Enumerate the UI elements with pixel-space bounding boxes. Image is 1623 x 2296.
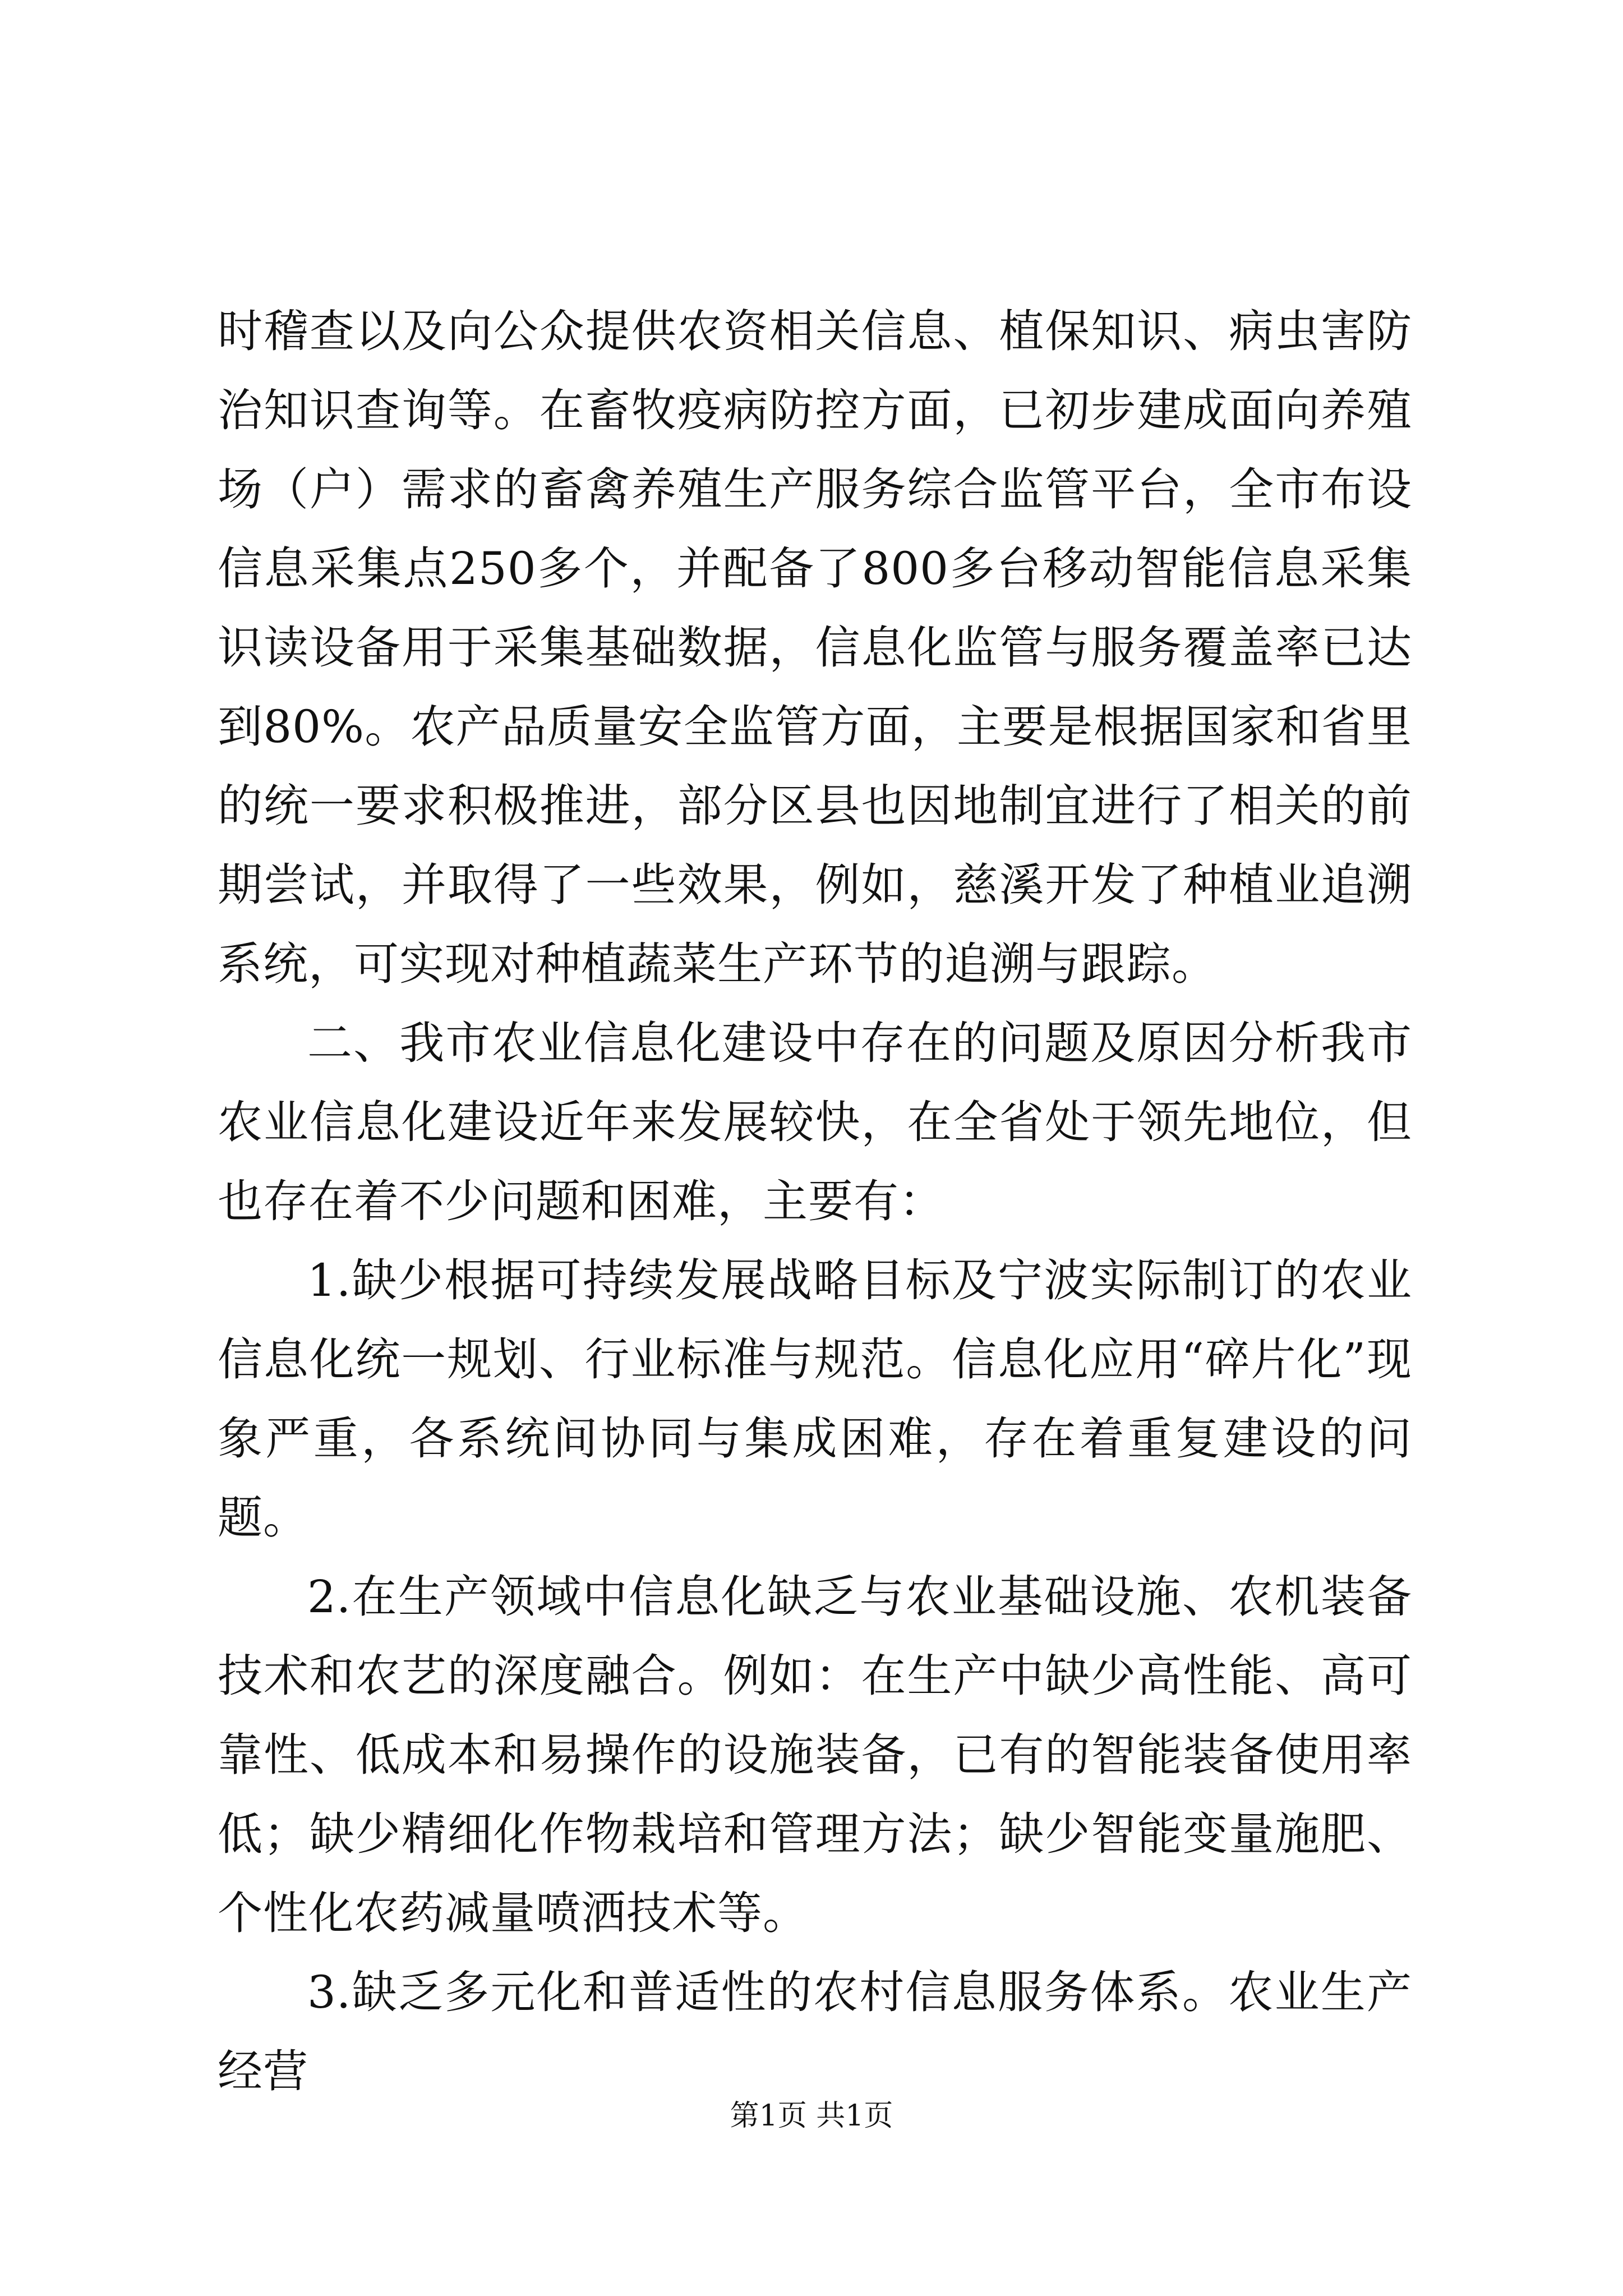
- paragraph-item-1: 1.缺少根据可持续发展战略目标及宁波实际制订的农业信息化统一规划、行业标准与规范。信息化应用“碎片化”现象严重，各系统间协同与集成困难，存在着重复建设的问题。: [218, 1254, 1412, 1544]
- document-body: [218, 292, 1412, 2111]
- paragraph-continuation: 时稽查以及向公众提供农资相关信息、植保知识、病虫害防治知识查询等。在畜牧疫病防控方面，已初步建成面向养殖场（户）需求的畜禽养殖生产服务综合监管平台，全市布设信息采集点250多个，并配备了800多台移动智能信息采集识读设备用于采集基础数据，信息化监管与服务覆盖率已达到80%。农产品质量安全监管方面，主要是根据国家和省里的统一要求积极推进，部分区县也因地制宜进行了相关的前期尝试，并取得了一些效果，例如，慈溪开发了种植业追溯系统，可实现对种植蔬菜生产环节的追溯与跟踪。: [218, 305, 1412, 990]
- paragraph-section-two-heading: 二、我市农业信息化建设中存在的问题及原因分析我市农业信息化建设近年来发展较快，在全省处于领先地位，但也存在着不少问题和困难，主要有：: [218, 1017, 1412, 1227]
- paragraph-item-2: 2.在生产领域中信息化缺乏与农业基础设施、农机装备技术和农艺的深度融合。例如：在生产中缺少高性能、高可靠性、低成本和易操作的设施装备，已有的智能装备使用率低；缺少精细化作物栽培和管理方法；缺少智能变量施肥、个性化农药减量喷洒技术等。: [218, 1571, 1412, 1939]
- paragraph-item-3: 3.缺乏多元化和普适性的农村信息服务体系。农业生产经营: [218, 1966, 1412, 2097]
- page-number-footer: 第1页 共1页: [730, 2099, 893, 2133]
